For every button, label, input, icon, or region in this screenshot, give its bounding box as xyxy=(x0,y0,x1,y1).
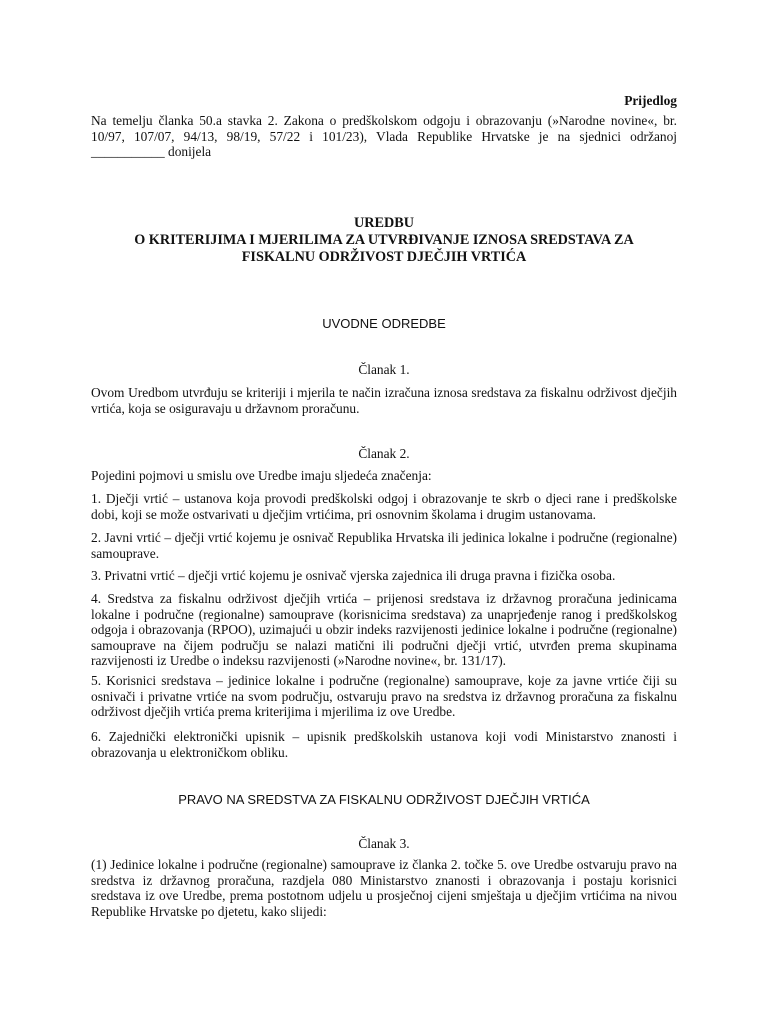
article-2-heading: Članak 2. xyxy=(358,446,410,461)
article-2-item-4: 4. Sredstva za fiskalnu održivost dječjih vrtića – prijenosi sredstava iz državnog proračuna jedinicama lokalne i područne (regionalne) samouprave (korisnicima sredstava) za unaprjeđenje ranog i predškolskog odgoja i obrazovanja (RPOO), uzimajući u obzir indeks razvijenosti jedinice lokalne i područne (regionalne) samouprave na čijem području se nalazi matični ili područni dječji vrtić, utvrđen prema skupinama razvijenosti iz Uredbe o indeksu razvijenosti (»Narodne novine«, br. 131/17). xyxy=(91,591,677,669)
article-2-intro: Pojedini pojmovi u smislu ove Uredbe imaju sljedeća značenja: xyxy=(91,468,432,483)
article-3-paragraph-1: (1) Jedinice lokalne i područne (regionalne) samouprave iz članka 2. točke 5. ove Uredbe ostvaruju pravo na sredstva iz državnog proračuna, razdjela 080 Ministarstvo znanosti i obrazovanja i postaju korisnici sredstava iz ove Uredbe, prema postotnom udjelu u prosječnoj cijeni smještaja u dječjim vrtićima na nivou Republike Hrvatske po djetetu, kako slijedi: xyxy=(91,857,677,919)
article-1-heading: Članak 1. xyxy=(358,362,410,377)
article-1-text: Ovom Uredbom utvrđuju se kriteriji i mjerila te način izračuna iznosa sredstava za fiskalnu održivost dječjih vrtića, koja se osiguravaju u državnom proračunu. xyxy=(91,385,677,416)
article-2-item-5: 5. Korisnici sredstava – jedinice lokalne i područne (regionalne) samouprave, koje za javne vrtiće čiji su osnivači i privatne vrtiće na svom području, ostvaruju pravo na sredstva iz državnog proračuna za fiskalnu održivost dječjih vrtića prema kriterijima i mjerilima iz ove Uredbe. xyxy=(91,673,677,720)
article-2-item-1: 1. Dječji vrtić – ustanova koja provodi predškolski odgoj i obrazovanje te skrb o djeci rane i predškolske dobi, koji se može ostvarivati u dječjim vrtićima, pri osnovnim školama i drugim ustanovama. xyxy=(91,491,677,522)
article-2-item-3: 3. Privatni vrtić – dječji vrtić kojemu je osnivač vjerska zajednica ili druga pravna i fizička osoba. xyxy=(91,568,616,583)
article-2-item-6: 6. Zajednički elektronički upisnik – upisnik predškolskih ustanova koji vodi Ministarstvo znanosti i obrazovanja u elektroničkom obliku. xyxy=(91,729,677,760)
title-line-2: O KRITERIJIMA I MJERILIMA ZA UTVRĐIVANJE IZNOSA SREDSTAVA ZA xyxy=(134,232,634,248)
proposal-label: Prijedlog xyxy=(624,93,677,108)
preamble-paragraph: Na temelju članka 50.a stavka 2. Zakona o predškolskom odgoju i obrazovanju (»Narodne novine«, br. 10/97, 107/07, 94/13, 98/19, 57/22 i 101/23), Vlada Republike Hrvatske je na sjednici održanoj ___________ donijela xyxy=(91,113,677,160)
section-heading-introductory: UVODNE ODREDBE xyxy=(322,316,446,331)
article-2-item-2: 2. Javni vrtić – dječji vrtić kojemu je osnivač Republika Hrvatska ili jedinica lokalne i područne (regionalne) samouprave. xyxy=(91,530,677,561)
title-line-1: UREDBU xyxy=(354,215,414,231)
title-line-3: FISKALNU ODRŽIVOST DJEČJIH VRTIĆA xyxy=(241,249,527,265)
section-heading-right-to-funds: PRAVO NA SREDSTVA ZA FISKALNU ODRŽIVOST DJEČJIH VRTIĆA xyxy=(178,792,590,807)
article-3-heading: Članak 3. xyxy=(358,836,410,851)
